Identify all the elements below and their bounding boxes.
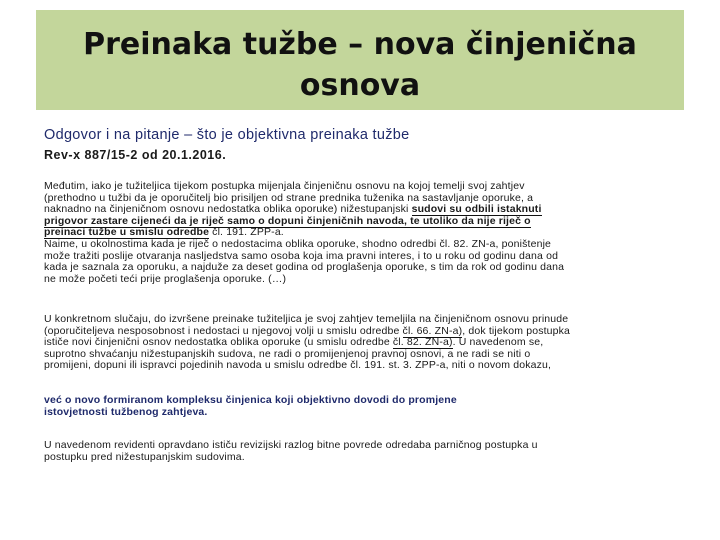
slide-title [36,24,684,106]
paragraph-2-line: suprotno shvaćanju nižestupanjskih sudova, ne radi o promijenjenoj pravnoj osnovi, a ne radi se niti o [44,347,531,360]
underlined-text: prigovor zastare cijeneći da je riječ samo o dopuni činjeničnih navoda, te utoliko da nije riječ o [44,214,531,227]
paragraph-3-line: već o novo formiranom kompleksu činjenica koji objektivno dovodi do promjene [44,394,457,406]
section-heading: Odgovor i na pitanje – što je objektivna preinaka tužbe [44,127,410,143]
paragraph-1-line: (prethodno u tužbi da je oporučitelj bio prisiljen od strane prednika tuženika na sastavljanje oporuke, a [44,191,534,204]
paragraph-4-line: U navedenom revidenti opravdano ističu revizijski razlog bitne povrede odredaba parničnog postupka u [44,439,538,451]
paragraph-3-emphasis [44,395,684,418]
underlined-text: čl. 82. ZN-a) [392,336,453,349]
text-run: (oporučiteljeva nesposobnost i nedostaci u njegovoj volji u smislu odredbe [44,324,403,337]
text-run: naknadno na činjeničnom osnovu nedostatka oblika oporuke) nižestupanjski [44,203,412,216]
paragraph-1-line: Međutim, iako je tužiteljica tijekom postupka mijenjala činjeničnu osnovu na kojoj temelji svoj zahtjev [44,180,525,192]
paragraph-1-line: Naime, u okolnostima kada je riječ o nedostacima oblika oporuke, shodno odredbi čl. 82. ZN-a, poništenje [44,237,552,250]
text-run: . U navedenom se, [452,336,544,349]
title-banner [36,10,684,110]
paragraph-4 [44,440,684,463]
text-run: , dok tijekom postupka [462,324,571,337]
text-run: čl. 191. ZPP-a. [209,226,284,239]
paragraph-1-line: kada je saznala za oporuku, a najduže za deset godina od proglašenja oporuke, s tim da rok od godinu dana [44,261,565,274]
slide-title-line-1: Preinaka tužbe – nova činjenična [83,27,637,62]
underlined-text: sudovi su odbili istaknuti [411,203,542,216]
paragraph-2-line: promijeni, dopuni ili ispravci pojedinih navoda u smislu odredbe čl. 191. st. 3. ZPP-a, niti o novom dokazu, [44,359,552,372]
paragraph-4-line: postupku pred nižestupanjskim sudovima. [44,450,245,463]
underlined-text: čl. 66. ZN-a) [402,324,463,337]
paragraph-2-line: U konkretnom slučaju, do izvršene preinake tužiteljica je svoj zahtjev temeljila na činjeničnom osnovu prinude [44,313,569,325]
paragraph-1-line: može tražiti poslije otvaranja nasljedstva samo osoba koja ima pravni interes, i to u roku od godinu dana od [44,249,559,262]
text-run: ističe novi činjenični osnov nedostatka oblika oporuke (u smislu odredbe [44,336,393,349]
underlined-text: preinaci tužbe u smislu odredbe [44,226,210,239]
case-reference: Rev-x 887/15-2 od 20.1.2016. [44,148,227,162]
slide-title-line-2: osnova [299,68,421,103]
paragraph-2 [44,314,684,372]
paragraph-3-line: istovjetnosti tužbenog zahtjeva. [44,405,208,418]
paragraph-1 [44,181,684,285]
paragraph-1-line: ne može početi teći prije proglašenja oporuke. (…) [44,272,287,285]
